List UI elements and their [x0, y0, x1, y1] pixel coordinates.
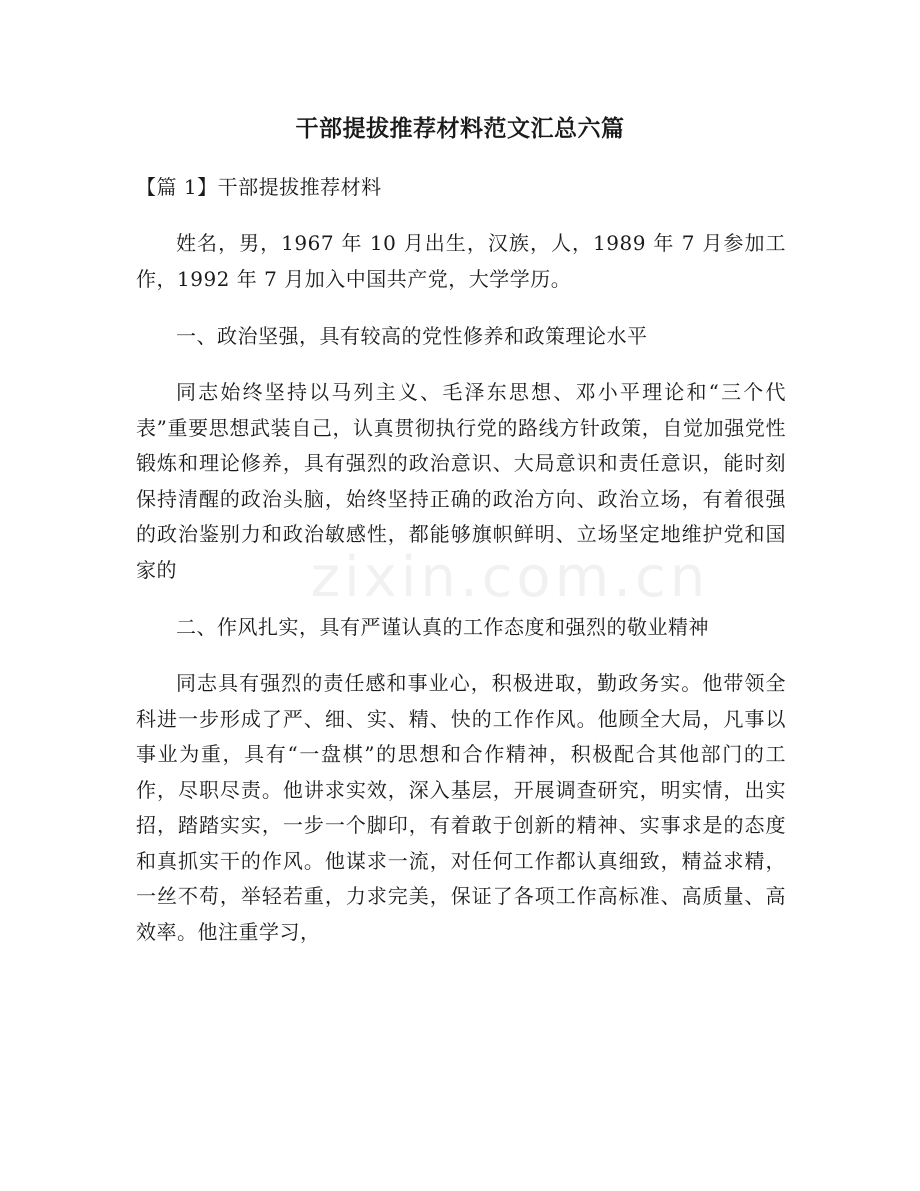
paragraph-work-style: 同志具有强烈的责任感和事业心，积极进取，勤政务实。他带领全科进一步形成了严、细、实、精、快的工作作风。他顾全大局，凡事以事业为重，具有“一盘棋”的思想和合作精神，积极配合其他部门的工作，尽职尽责。他讲求实效，深入基层，开展调查研究，明实情，出实招，踏踏实实，一步一个脚印，有着敢于创新的精神、实事求是的态度和真抓实干的作风。他谋求一流，对任何工作都认真细致，精益求精，一丝不苟，举轻若重，力求完美，保证了各项工作高标准、高质量、高效率。他注重学习， [136, 671, 786, 944]
document-title: 干部提拔推荐材料范文汇总六篇 [295, 115, 625, 142]
intro-paragraph: 姓名，男，1967 年 10 月出生，汉族，人，1989 年 7 月参加工作，1992 年 7 月加入中国共产党，大学学历。 [136, 231, 786, 291]
watermark: zixin.com.cn [310, 545, 710, 610]
section-label: 【篇 1】干部提拔推荐材料 [136, 175, 382, 199]
document-body [136, 170, 786, 972]
subheading-work-style: 二、作风扎实，具有严谨认真的工作态度和强烈的敬业精神 [176, 615, 709, 639]
subheading-political: 一、政治坚强，具有较高的党性修养和政策理论水平 [176, 324, 648, 348]
paragraph-political: 同志始终坚持以马列主义、毛泽东思想、邓小平理论和“三个代表”重要思想武装自己，认真贯彻执行党的路线方针政策，自觉加强党性锻炼和理论修养，具有强烈的政治意识、大局意识和责任意识，能时刻保持清醒的政治头脑，始终坚持正确的政治方向、政治立场，有着很强的政治鉴别力和政治敏感性，都能够旗帜鲜明、立场坚定地维护党和国家的 [136, 380, 786, 582]
